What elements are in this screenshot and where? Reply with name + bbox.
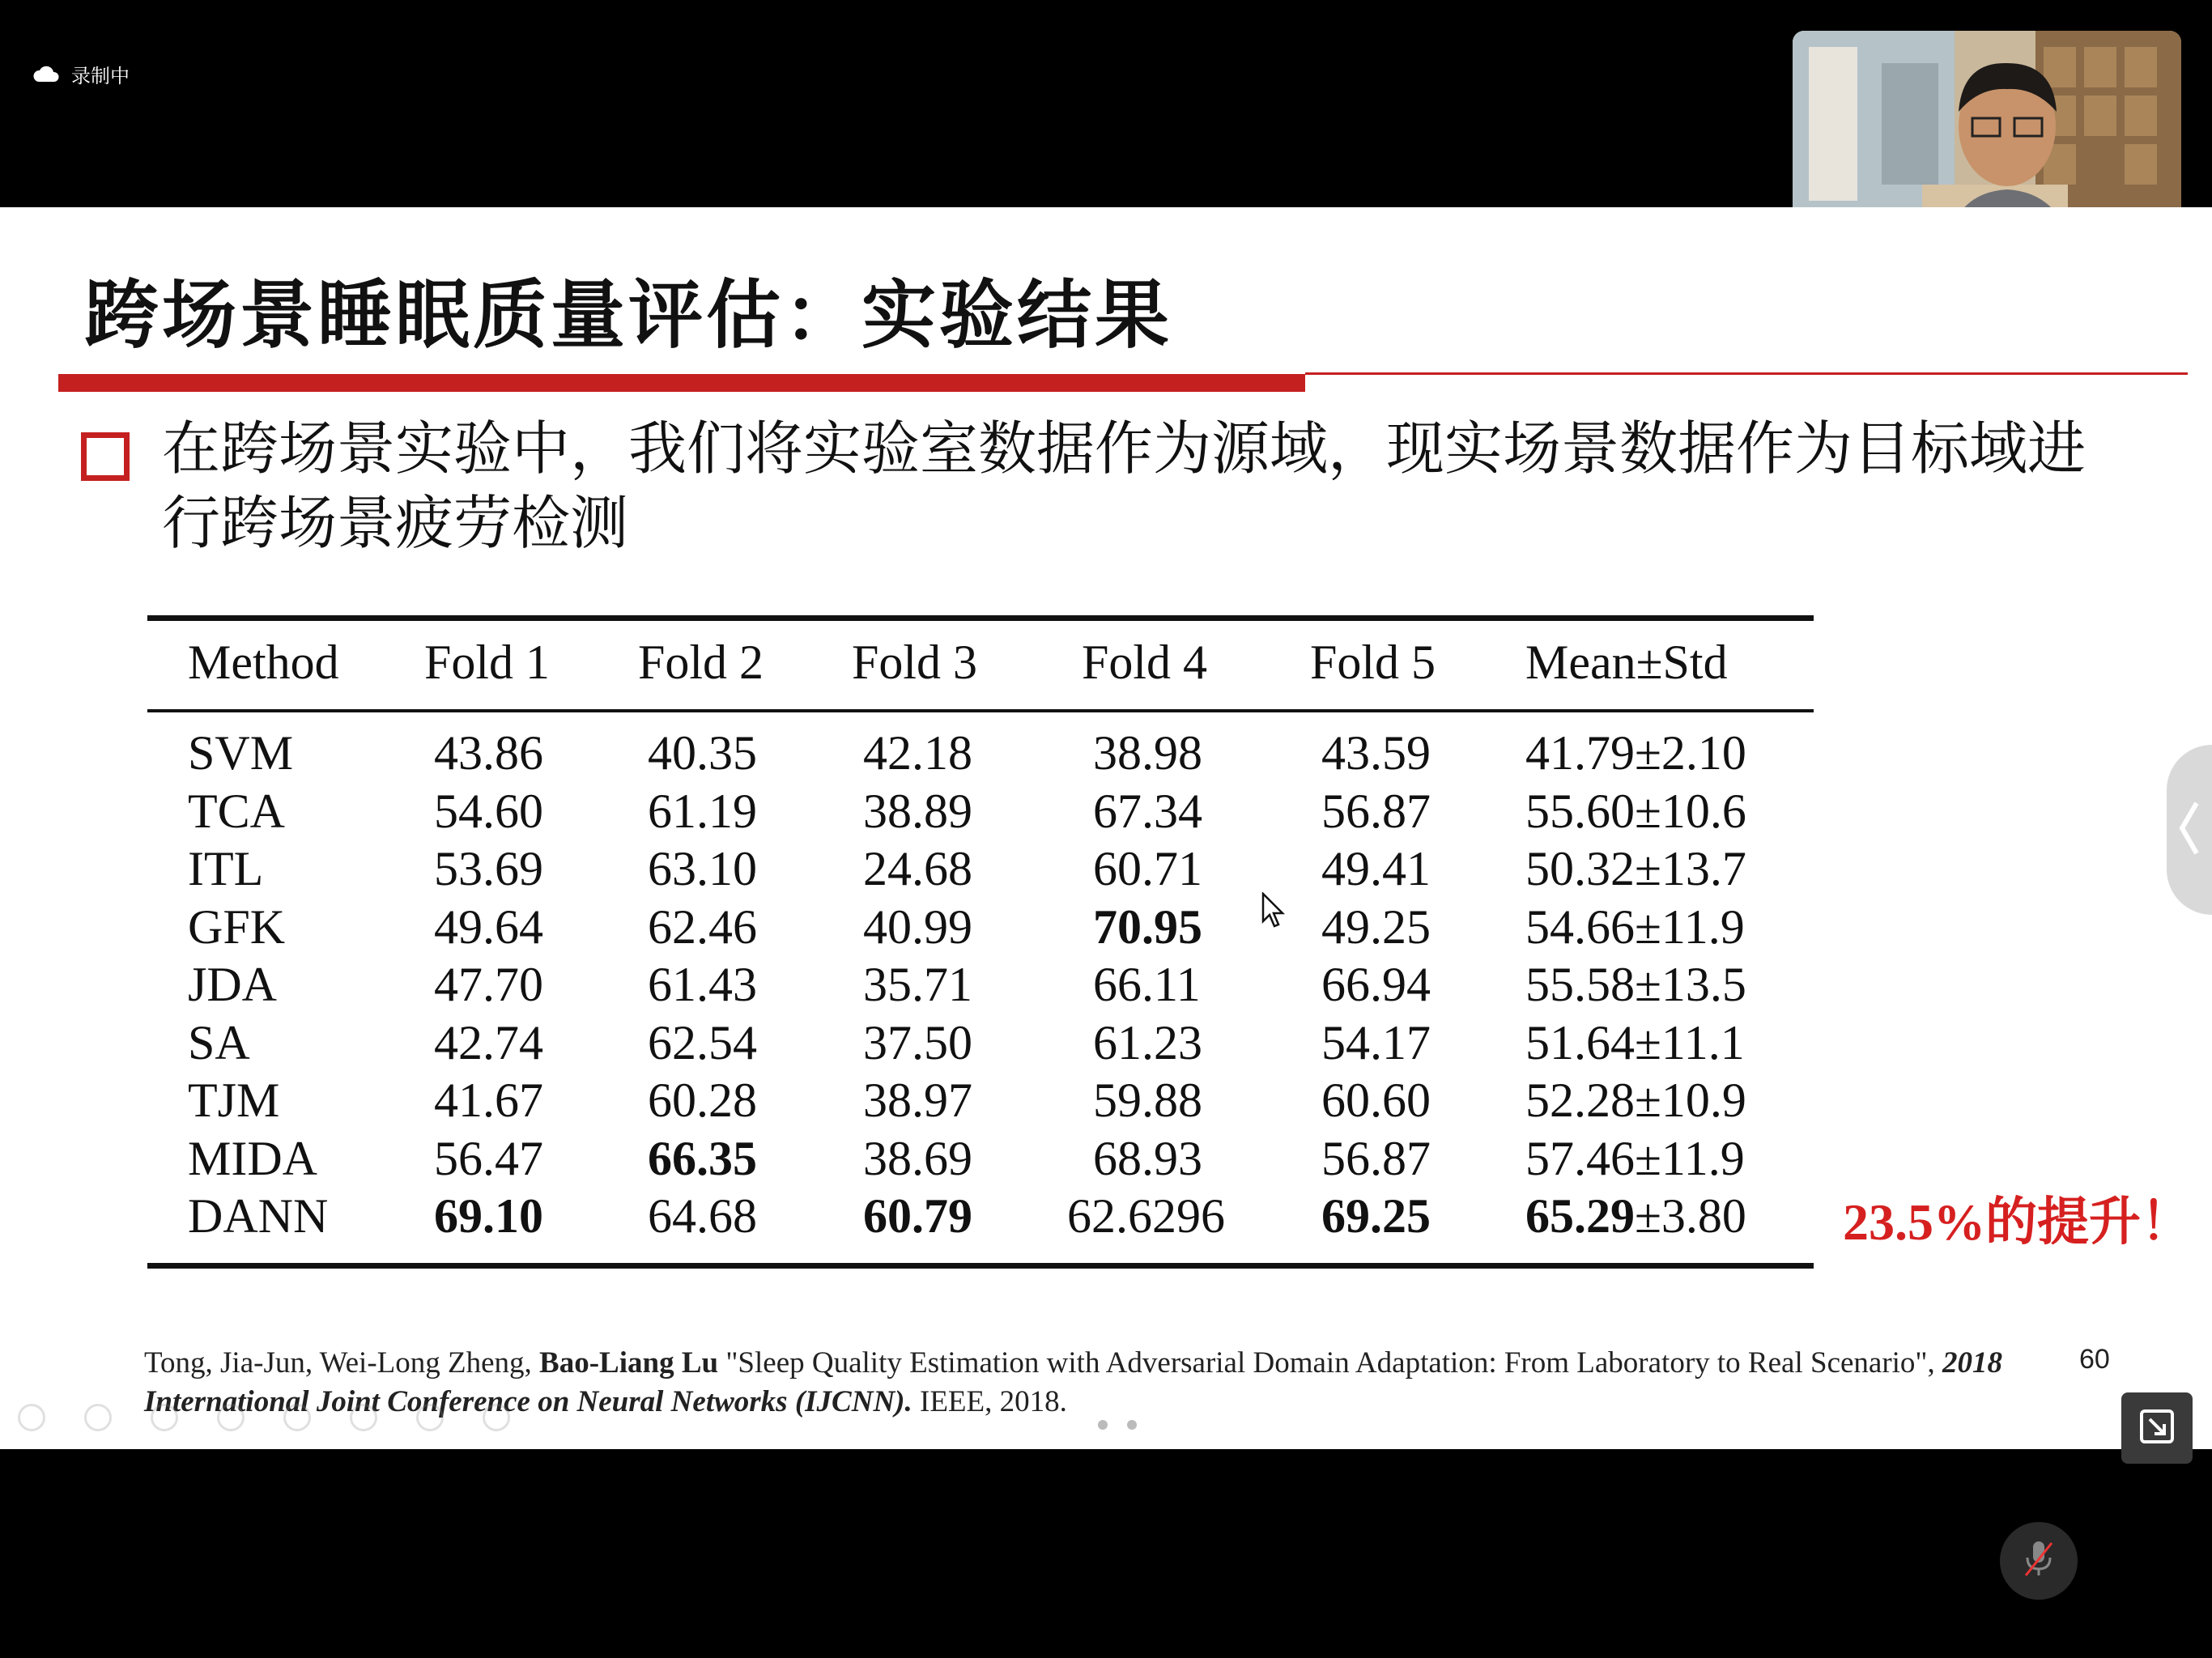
table-cell-f2: 62.46 [648,899,757,954]
table-cell-f3: 24.68 [863,842,972,895]
table-cell-f3: 37.50 [863,1015,972,1069]
table-cell-f5: 43.59 [1321,726,1431,780]
next-slide-icon[interactable] [84,1404,112,1431]
table-cell-std-value: ±10.6 [1635,784,1746,838]
camera-icon[interactable] [416,1404,444,1431]
table-cell-f1: 42.74 [434,1015,543,1069]
table-cell-method: TJM [188,1073,280,1127]
slide-title: 跨场景睡眠质量评估：实验结果 [84,272,1173,359]
table-header-fold2: Fold 2 [638,636,764,689]
citation-tail: IEEE, 2018. [912,1385,1067,1418]
recording-indicator [32,60,130,88]
table-cell-f1: 47.70 [434,958,543,1011]
table-header-fold5: Fold 5 [1310,636,1436,689]
citation-author-bold: Bao-Liang Lu [539,1346,719,1380]
citation-venue: 2018 International Joint Conference on Neural Networks (IJCNN). [144,1346,2003,1418]
eraser-icon[interactable] [283,1404,311,1431]
table-cell-f2: 64.68 [648,1189,757,1243]
table-cell-f2: 61.19 [648,784,757,838]
table-cell-f2: 61.43 [648,958,757,1011]
table-cell-mean [1525,957,1746,1013]
page-number: 60 [2079,1344,2110,1375]
table-cell-method: TCA [188,784,285,838]
table-cell-f4: 70.95 [1093,899,1202,954]
bullet-square-icon [81,432,130,481]
table-cell-f1: 54.60 [434,784,543,838]
table-cell-f5: 60.60 [1321,1073,1431,1127]
table-cell-f1: 53.69 [434,842,543,895]
table-header-rule [147,709,1814,712]
cloud-icon [32,66,60,83]
highlighter-icon[interactable] [217,1404,245,1431]
laser-icon[interactable] [350,1404,377,1431]
bullet-text: 在跨场景实验中，我们将实验室数据作为源域，现实场景数据作为目标域进行跨场景疲劳检测 [162,414,2087,557]
table-cell-f4: 60.71 [1093,842,1202,895]
table-cell-f2: 40.35 [648,726,757,780]
presentation-slide [0,207,2212,1449]
table-cell-mean-value: 52.28 [1525,1073,1635,1127]
presentation-controls[interactable] [18,1404,510,1431]
table-cell-mean [1525,1131,1745,1187]
table-header-mean-std: Mean±Std [1525,636,1728,689]
table-header-fold1: Fold 1 [424,636,551,689]
page-dot [1127,1420,1137,1430]
table-cell-f4: 61.23 [1093,1015,1202,1069]
exit-fullscreen-icon [2137,1406,2177,1450]
table-cell-f2: 66.35 [648,1131,757,1185]
table-cell-f1: 41.67 [434,1073,543,1127]
table-cell-std-value: ±11.1 [1635,1015,1745,1069]
table-cell-std-value: ±2.10 [1635,726,1746,780]
table-cell-f1: 43.86 [434,726,543,780]
table-cell-method: GFK [188,899,286,954]
table-cell-method: DANN [188,1189,329,1243]
citation-title: "Sleep Quality Estimation with Adversarial Domain Adaptation: From Laboratory to Real Scenario", [718,1346,1943,1380]
table-cell-f4: 59.88 [1093,1073,1202,1127]
table-cell-mean [1525,841,1746,897]
table-cell-mean-value: 51.64 [1525,1015,1635,1069]
table-cell-f5: 56.87 [1321,784,1431,838]
chevron-left-icon [2177,800,2201,860]
table-cell-std-value: ±11.9 [1635,1131,1745,1185]
table-cell-std-value: ±10.9 [1635,1073,1746,1127]
table-header-fold4: Fold 4 [1082,636,1208,689]
table-cell-mean [1525,899,1745,955]
table-cell-method: MIDA [188,1131,317,1185]
page-dot [1098,1420,1108,1430]
mute-microphone-button[interactable] [2000,1522,2078,1600]
page-indicator [1098,1420,1137,1430]
microphone-muted-icon [2021,1538,2057,1584]
table-cell-f5: 54.17 [1321,1015,1431,1069]
table-cell-std-value: ±3.80 [1635,1189,1746,1243]
prev-slide-icon[interactable] [18,1404,45,1431]
table-cell-f5: 69.25 [1321,1189,1431,1243]
table-cell-mean-value: 55.58 [1525,958,1635,1011]
table-cell-f5: 66.94 [1321,958,1431,1011]
table-cell-std-value: ±13.5 [1635,958,1746,1011]
title-underline-thin [1305,372,2188,375]
more-icon[interactable] [483,1404,510,1431]
table-bottom-rule [147,1263,1814,1269]
table-cell-f2: 63.10 [648,842,757,895]
table-cell-method: SA [188,1015,250,1069]
improvement-highlight: 23.5%的提升！ [1843,1193,2193,1251]
table-cell-f4: 38.98 [1093,726,1202,780]
table-cell-mean [1525,784,1746,840]
table-cell-mean-value: 55.60 [1525,784,1635,838]
table-cell-f3: 40.99 [863,899,972,954]
table-cell-f5: 49.25 [1321,899,1431,954]
fullscreen-toggle-button[interactable] [2121,1392,2193,1464]
table-cell-std-value: ±11.9 [1635,899,1745,954]
side-panel-toggle[interactable] [2167,745,2212,915]
table-cell-f3: 38.69 [863,1131,972,1185]
table-cell-mean [1525,725,1746,781]
table-cell-method: SVM [188,726,294,780]
table-cell-f5: 56.87 [1321,1131,1431,1185]
table-cell-method: JDA [188,958,278,1011]
table-cell-f4: 68.93 [1093,1131,1202,1185]
table-cell-f3: 35.71 [863,958,972,1011]
pen-icon[interactable] [151,1404,178,1431]
table-cell-std-value: ±13.7 [1635,842,1746,895]
table-cell-mean-value: 65.29 [1525,1189,1635,1243]
table-header-fold3: Fold 3 [852,636,978,689]
table-cell-f1: 49.64 [434,899,543,954]
table-cell-method: ITL [188,842,264,895]
table-cell-mean [1525,1015,1745,1071]
table-cell-f3: 60.79 [863,1189,972,1243]
table-cell-f4: 67.34 [1093,784,1202,838]
table-cell-f4: 66.11 [1093,958,1201,1011]
table-header-method: Method [188,636,339,689]
table-cell-f3: 38.97 [863,1073,972,1127]
recording-label: 录制中 [71,65,130,87]
table-cell-mean-value: 54.66 [1525,899,1635,954]
table-cell-mean-value: 57.46 [1525,1131,1635,1185]
title-underline-thick [58,374,1305,392]
table-cell-f4: 62.6296 [1067,1189,1225,1243]
table-cell-f1: 56.47 [434,1131,543,1185]
table-top-rule [147,615,1814,621]
table-cell-f2: 62.54 [648,1015,757,1069]
citation-authors: Tong, Jia-Jun, Wei-Long Zheng, [144,1346,540,1380]
table-cell-f5: 49.41 [1321,842,1431,895]
table-cell-f2: 60.28 [648,1073,757,1127]
mouse-cursor-icon [1261,892,1286,931]
table-cell-mean [1525,1073,1746,1129]
table-cell-f1: 69.10 [434,1189,543,1243]
table-cell-mean-value: 41.79 [1525,726,1635,780]
table-cell-f3: 38.89 [863,784,972,838]
table-cell-mean [1525,1188,1746,1244]
table-cell-f3: 42.18 [863,726,972,780]
table-cell-mean-value: 50.32 [1525,842,1635,895]
